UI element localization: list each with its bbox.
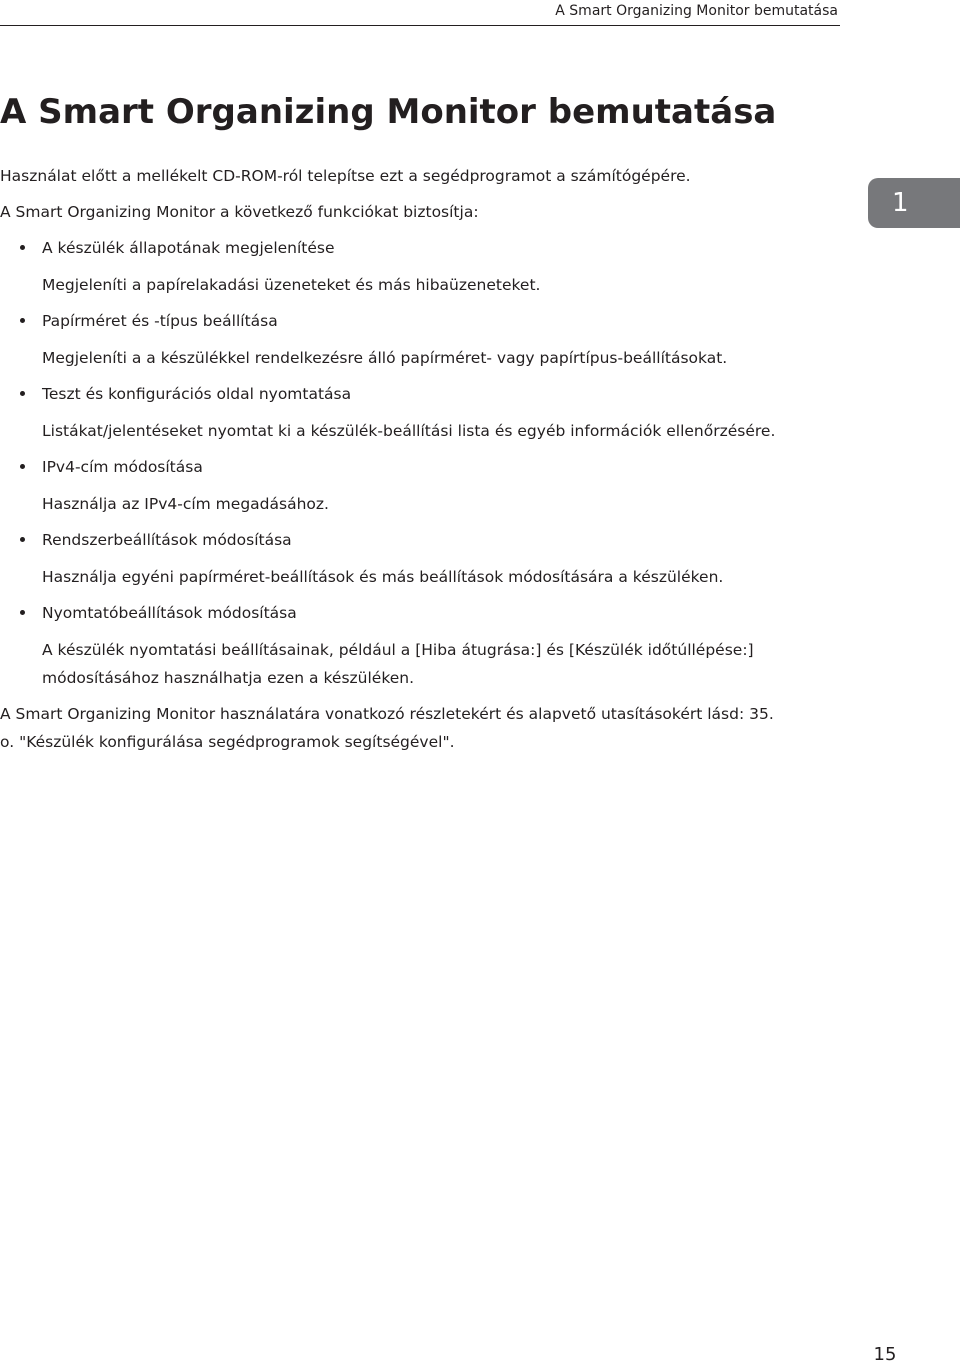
feature-description (42, 636, 830, 700)
header-rule (0, 25, 840, 26)
bullet-icon (20, 464, 25, 469)
page-content (0, 162, 830, 756)
feature-list-item (0, 599, 830, 700)
feature-title: A készülék állapotának megjelenítése (42, 239, 335, 257)
feature-description: Használja az IPv4-cím megadásához. (42, 495, 329, 513)
bullet-icon (20, 391, 25, 396)
intro-paragraph: Használat előtt a mellékelt CD-ROM-ról telepítse ezt a segédprogramot a számítógépére. (0, 167, 691, 185)
feature-title: Teszt és konfigurációs oldal nyomtatása (42, 385, 352, 403)
feature-list-item (0, 380, 830, 453)
intro-lead-in: A Smart Organizing Monitor a következő funkciókat biztosítja: (0, 203, 479, 221)
feature-description: Listákat/jelentéseket nyomtat ki a készülék-beállítási lista és egyéb információk ellenőrzésére. (42, 422, 776, 440)
feature-title: Papírméret és -típus beállítása (42, 312, 278, 330)
bullet-icon (20, 537, 25, 542)
feature-title: Rendszerbeállítások módosítása (42, 531, 292, 549)
bullet-icon (20, 245, 25, 250)
feature-description: Megjeleníti a papírelakadási üzeneteket és más hibaüzeneteket. (42, 276, 541, 294)
page-number: 15 (873, 1344, 897, 1365)
closing-paragraph (0, 700, 830, 756)
page-title: A Smart Organizing Monitor bemutatása (0, 92, 777, 132)
running-header: A Smart Organizing Monitor bemutatása (555, 3, 838, 19)
feature-description: Használja egyéni papírméret-beállítások és más beállítások módosítására a készüléken. (42, 568, 724, 586)
feature-title: IPv4-cím módosítása (42, 458, 203, 476)
feature-list-item (0, 526, 830, 599)
bullet-icon (20, 610, 25, 615)
chapter-number: 1 (892, 188, 909, 218)
bullet-icon (20, 318, 25, 323)
closing-line: A Smart Organizing Monitor használatára vonatkozó részletekért és alapvető utasításokért lásd: 35. (0, 705, 774, 723)
feature-list-item (0, 234, 830, 307)
chapter-tab (868, 178, 960, 228)
feature-list-item (0, 453, 830, 526)
feature-title: Nyomtatóbeállítások módosítása (42, 604, 297, 622)
feature-description: Megjeleníti a a készülékkel rendelkezésre álló papírméret- vagy papírtípus-beállításokat. (42, 349, 728, 367)
feature-list-item (0, 307, 830, 380)
feature-description-line: módosításához használhatja ezen a készüléken. (42, 669, 415, 687)
closing-line: o. "Készülék konfigurálása segédprogramok segítségével". (0, 733, 455, 751)
feature-description-line: A készülék nyomtatási beállításainak, például a [Hiba átugrása:] és [Készülék időtúllépése:] (42, 641, 754, 659)
